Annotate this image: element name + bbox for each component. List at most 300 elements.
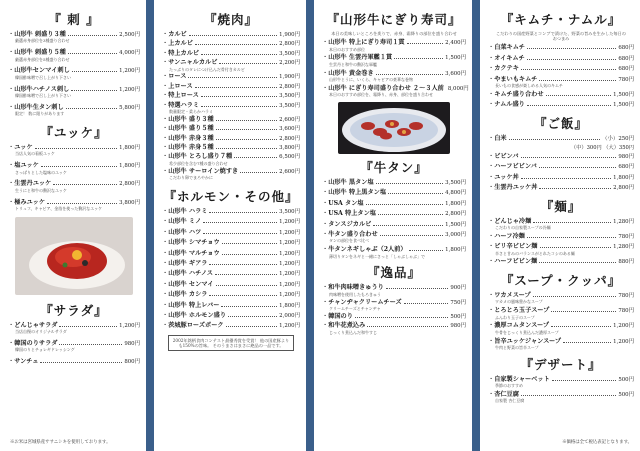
menu-item-name: ・ ナムル盛り	[488, 101, 525, 108]
leader-dots	[188, 77, 277, 78]
menu-item	[488, 391, 634, 404]
section-title-men: 『麺』	[540, 198, 582, 214]
menu-item-price: 980円	[618, 154, 634, 161]
leader-dots	[41, 166, 117, 167]
menu-item-price: 3,500円	[279, 102, 300, 109]
leader-dots	[551, 311, 616, 312]
menu-item-price: 4,000円	[119, 50, 140, 57]
menu-item-row	[162, 144, 300, 152]
menu-item-name: ・ 牛タン盛り合わせ	[322, 231, 378, 238]
menu-item-description: たっぷりのタレにつけ込んだ骨付きカルビ	[169, 66, 245, 72]
menu-item-name: ・ ユッケ丼	[488, 174, 519, 181]
menu-item	[162, 40, 300, 48]
menu-item-name: ・ チャンヂャクリームチーズ	[322, 299, 402, 306]
menu-item-description: 肉味噌を使用したもろきゅう	[329, 291, 381, 297]
menu-item	[162, 59, 300, 72]
menu-item-row	[322, 189, 466, 197]
menu-item	[488, 135, 634, 143]
menu-item-price: 800円	[124, 359, 140, 366]
menu-item-price: 1,800円	[445, 200, 466, 207]
menu-item-row	[162, 281, 300, 289]
sushi-list	[322, 39, 469, 98]
leader-dots	[203, 222, 277, 223]
menu-item-name: ・ サンチュ	[8, 358, 38, 365]
leader-dots	[53, 184, 117, 185]
menu-item	[322, 70, 466, 83]
leader-dots	[378, 214, 443, 215]
menu-item	[162, 281, 300, 289]
menu-item-name: ・ 山形牛 刺盛り５種	[8, 49, 66, 56]
section-title-sashimi: 『 刺 』	[48, 12, 100, 27]
menu-item-name: ・ 和牛肉味噌きゅうり	[322, 284, 384, 291]
menu-item-row	[488, 91, 634, 99]
menu-item-description: 生うにと和牛の贅沢なユッケ	[15, 187, 67, 193]
menu-item	[162, 250, 300, 258]
menu-item-row	[162, 135, 300, 143]
leader-dots	[189, 35, 277, 36]
menu-item-name: ・ ワカメスープ	[488, 292, 531, 299]
menu-item-price: 3,600円	[445, 70, 466, 77]
leader-dots	[203, 233, 277, 234]
menu-item-row	[488, 44, 634, 52]
leader-dots	[40, 362, 122, 363]
menu-item	[162, 50, 300, 58]
menu-item-price: 780円	[618, 76, 634, 83]
menu-item-price: 680円	[618, 45, 634, 52]
panel-divider-3	[472, 0, 480, 451]
menu-item-name: ・ 山形牛 ハチノス	[162, 270, 213, 277]
menu-item-name: ・ サンニャルカルビ	[162, 59, 217, 66]
menu-item-name: ・ 旨辛ユッケジャンスープ	[488, 338, 561, 345]
dessert-list	[488, 376, 634, 404]
menu-item-price: 2,800円	[119, 181, 140, 188]
menu-item-price: 500円	[450, 313, 466, 320]
menu-item	[322, 210, 466, 218]
menu-item-price: 1,800円	[119, 163, 140, 170]
menu-item-name: ・ 茨城豚ローズポーク	[162, 322, 224, 329]
yukke-dish-image	[15, 217, 133, 295]
menu-item-row	[488, 184, 634, 192]
leader-dots	[540, 247, 612, 248]
menu-item-name: ・ 韓国のりサラダ	[8, 340, 57, 347]
menu-item-row	[162, 73, 300, 81]
leader-dots	[367, 326, 448, 327]
yukke-photo	[15, 217, 133, 295]
menu-item-name: ・ ハーフビビンバ	[488, 163, 537, 170]
leader-dots	[376, 74, 444, 75]
menu-item-row	[162, 92, 300, 100]
menu-item-price: 2,800円	[279, 83, 300, 90]
menu-item	[162, 312, 300, 320]
menu-item-description: ふんわり玉子のスープ	[495, 314, 535, 320]
leader-dots	[355, 317, 448, 318]
menu-item-price: 3,500円	[279, 50, 300, 57]
menu-item	[162, 229, 300, 237]
salad-list	[8, 322, 140, 367]
menu-item-name: ・ 山形牛 シマチョウ	[162, 239, 220, 246]
menu-item	[322, 84, 469, 98]
leader-dots	[216, 120, 278, 121]
leader-dots	[388, 193, 443, 194]
menu-item-name: ・ ハーフ冷麺	[488, 233, 525, 240]
section-title-kimchi: 『キムチ・ナムル』	[500, 12, 622, 27]
menu-item-price: 1,800円	[279, 302, 300, 309]
menu-item	[162, 168, 300, 181]
section-title-soup: 『スープ・クッパ』	[500, 272, 622, 288]
menu-item-name: ・ 塩ユッケ	[8, 162, 39, 169]
gohan-list	[488, 135, 634, 193]
menu-item	[162, 102, 300, 115]
leader-dots	[222, 254, 278, 255]
leader-dots	[234, 157, 277, 158]
menu-item-name: ・ 山形牛 特上レバー	[162, 302, 219, 309]
menu-item-row	[488, 65, 634, 73]
menu-item-price: 1,200円	[279, 292, 300, 299]
leader-dots	[216, 148, 278, 149]
menu-item-description: 自家製 杏仁豆腐	[495, 398, 525, 404]
menu-item	[8, 86, 140, 99]
menu-item	[8, 144, 140, 157]
kimchi-note: こだわりの国産野菜とコンブで漬けた、野菜の旨みを生かした毎日のおつまみ	[496, 31, 626, 42]
menu-item-price: 1,900円	[279, 74, 300, 81]
menu-item-name: ・ オイキムチ	[488, 55, 525, 62]
menu-item-price: 1,200円	[279, 271, 300, 278]
panel-sashimi-yukke-salad	[0, 0, 146, 451]
soup-list	[488, 292, 634, 351]
menu-item	[162, 218, 300, 226]
menu-item-row	[162, 208, 300, 216]
menu-item	[8, 358, 140, 366]
menu-item	[488, 292, 634, 305]
menu-item-row	[162, 250, 300, 258]
menu-item-name: ・ 白菜キムチ	[488, 44, 525, 51]
menu-item-price: 2,200円	[279, 60, 300, 67]
menu-item-price: 2,000円	[279, 312, 300, 319]
menu-item-name: ・ 特上ロース	[162, 92, 199, 99]
menu-item	[322, 231, 466, 244]
leader-dots	[539, 188, 611, 189]
menu-item-price: 1,200円	[279, 281, 300, 288]
menu-item	[488, 243, 634, 256]
leader-dots	[376, 183, 444, 184]
leader-dots	[527, 48, 616, 49]
menu-item-name: ・ 杏仁豆腐	[488, 391, 519, 398]
menu-item-price: 1,800円	[613, 174, 634, 181]
menu-item-description: さっぱりとした塩味のユッケ	[15, 169, 67, 175]
menu-item-row	[322, 221, 466, 229]
kimchi-list	[488, 44, 634, 109]
leader-dots	[66, 108, 117, 109]
menu-item	[322, 299, 466, 312]
menu-item-price: 980円	[450, 323, 466, 330]
menu-item	[162, 239, 300, 247]
yakiniku-list	[162, 31, 300, 181]
menu-item-price: 1,500円	[613, 91, 634, 98]
menu-item	[322, 39, 466, 52]
leader-dots	[533, 222, 611, 223]
menu-item-name: ・ 極みユッケ	[8, 199, 45, 206]
menu-item	[162, 302, 300, 310]
menu-item-description: トリュフ、キャビア、金箔を使った贅沢なユッケ	[15, 206, 103, 212]
menu-item-name: ・ 山形牛センマイ刺し	[8, 67, 70, 74]
rosepork-award-note: 2002年銘柄食肉コンテスト最優秀賞を受賞！ 他の国産豚よりも150%の旨味。 そのうまさはまさに絶品の一品です。	[168, 335, 294, 351]
menu-item-price: 3,600円	[279, 126, 300, 133]
menu-item	[162, 260, 300, 268]
menu-item-price: 3,500円	[279, 93, 300, 100]
menu-item	[162, 322, 300, 330]
menu-item	[488, 376, 634, 389]
menu-item-price: 1,500円	[445, 221, 466, 228]
menu-item-name: ・ 和牛花煮込み	[322, 322, 365, 329]
menu-item	[8, 49, 140, 62]
menu-item-description: こだわり卵でまろやかに	[169, 175, 213, 181]
menu-item-row	[322, 179, 466, 187]
menu-item	[322, 246, 466, 259]
section-title-sushi: 『山形牛にぎり寿司』	[326, 12, 462, 27]
leader-dots	[219, 63, 277, 64]
leader-dots	[71, 90, 117, 91]
leader-dots	[394, 58, 443, 59]
menu-item-row	[162, 239, 300, 247]
menu-item-price: 1,800円	[445, 247, 466, 254]
menu-item-name: ・ 山形牛生タン刺し	[8, 104, 64, 111]
panel-yakiniku-horumon	[154, 0, 306, 451]
menu-item-name: ・ 山形牛 にぎり寿司盛り合わせ ２〜３人前	[322, 85, 444, 92]
menu-item-price: 1,200円	[279, 260, 300, 267]
leader-dots	[226, 326, 278, 327]
menu-item	[8, 340, 140, 353]
leader-dots	[47, 203, 117, 204]
menu-item-price: 1,200円	[279, 219, 300, 226]
ippin-list	[322, 284, 466, 335]
menu-item-row	[162, 270, 300, 278]
menu-item-price: 980円	[124, 341, 140, 348]
menu-item-price: 3,500円	[445, 180, 466, 187]
leader-dots	[521, 157, 617, 158]
menu-item	[488, 233, 634, 241]
menu-item-row	[488, 101, 634, 109]
menu-item-name: ・ 山形牛 ハツ	[162, 229, 201, 236]
menu-item-name: ・ とろとろ玉子スープ	[488, 307, 549, 314]
leader-dots	[221, 306, 277, 307]
section-title-yukke: 『ユッケ』	[40, 125, 108, 141]
menu-item-name: ・ 山形牛 刺盛り３種	[8, 31, 66, 38]
menu-item-price: 680円	[618, 55, 634, 62]
menu-item-description: 季節のおすすめ	[495, 383, 524, 389]
menu-item-name: ・ 牛タンネギしゃぶ（2人前）	[322, 246, 407, 253]
menu-item-price: 2,800円	[445, 211, 466, 218]
leader-dots	[509, 139, 601, 140]
menu-item	[8, 162, 140, 175]
menu-item-description: 薄切りタンをネギと一緒にさっと「しゃぶしゃぶ」で	[329, 253, 425, 259]
menu-item-name: ・ 濃厚コムタンスープ	[488, 322, 549, 329]
menu-item-name: ・ 山形牛 黄金巻き	[322, 70, 374, 77]
menu-item-price: 1,200円	[279, 229, 300, 236]
menu-item-name: ・ 生雲丹ユッケ丼	[488, 184, 537, 191]
menu-item-price: 780円	[618, 292, 634, 299]
section-title-dessert: 『デザート』	[520, 356, 602, 372]
section-title-yakiniku: 『焼肉』	[203, 12, 258, 27]
leader-dots	[409, 250, 444, 251]
menu-item	[488, 218, 634, 231]
menu-item-description: 数量限定・柔らかハラミ	[169, 109, 213, 115]
menu-item-name: ・ 山形牛 ハラミ	[162, 208, 207, 215]
rice-size-prices: （中）300円 （大）350円	[571, 145, 634, 152]
menu-item	[488, 91, 634, 99]
horumon-list	[162, 208, 300, 331]
yukke-list	[8, 144, 140, 212]
menu-item-price: 3,500円	[279, 208, 300, 215]
menu-item	[322, 189, 466, 197]
menu-item-name: ・ 山形牛 カシラ	[162, 291, 207, 298]
men-list	[488, 218, 634, 267]
menu-item	[162, 73, 300, 81]
section-title-gohan: 『ご飯』	[533, 115, 588, 131]
leader-dots	[216, 129, 278, 130]
menu-item	[488, 55, 634, 63]
menu-item-price: 4,800円	[445, 190, 466, 197]
leader-dots	[201, 96, 277, 97]
menu-item-name: ・ ロース	[162, 73, 186, 80]
leader-dots	[380, 235, 443, 236]
menu-item	[322, 313, 466, 321]
leader-dots	[59, 344, 122, 345]
menu-item-name: ・ ハーフビビン麺	[488, 258, 537, 265]
menu-item-description: 当店人気の看板ユッケ	[15, 151, 55, 157]
leader-dots	[521, 395, 616, 396]
menu-item	[162, 291, 300, 299]
panel-sushi-tan-ippin	[314, 0, 472, 451]
menu-item-name: ・ ビビンバ	[488, 153, 519, 160]
menu-item-name: ・ 山形牛 特上にぎり寿司１貫	[322, 39, 405, 46]
menu-item-name: ・ 白米	[488, 135, 507, 142]
menu-item	[8, 67, 140, 80]
menu-item-row	[162, 260, 300, 268]
menu-item-name: ・ ユッケ	[8, 144, 33, 151]
menu-item	[162, 135, 300, 143]
leader-dots	[527, 105, 611, 106]
menu-item-description: 厳選赤身部位を5種盛り合わせ	[15, 56, 70, 62]
menu-item-price: 1,500円	[445, 55, 466, 62]
leader-dots	[552, 380, 617, 381]
menu-item-description: 牛骨をじっくり煮込んだ濃厚スープ	[495, 329, 559, 335]
menu-item	[162, 116, 300, 124]
menu-item-price: 3,800円	[119, 199, 140, 206]
leader-dots	[72, 71, 117, 72]
menu-item-price: 900円	[450, 285, 466, 292]
menu-item-price: 680円	[618, 164, 634, 171]
panel-divider-1	[146, 0, 154, 451]
section-title-horumon: 『ホルモン・その他』	[163, 188, 299, 204]
menu-item	[488, 65, 634, 73]
menu-item-description: 辛さと甘みのバランスがとれたコシのある麺	[495, 250, 575, 256]
leader-dots	[222, 243, 278, 244]
menu-item	[488, 174, 634, 182]
menu-item	[488, 76, 634, 89]
menu-item-price: 880円	[618, 259, 634, 266]
menu-item-description: 本日のおすすめ部位を、霜降り、赤身、部位を盛り合わせ	[329, 92, 434, 98]
menu-item	[488, 163, 634, 171]
tan-list	[322, 179, 466, 259]
menu-item-price: 1,280円	[613, 218, 634, 225]
menu-item-row	[322, 200, 466, 208]
menu-item	[322, 54, 466, 67]
menu-item-description: 韓国のりとチョレギドレッシング	[15, 347, 75, 353]
menu-item-description: 生雲丹と和牛の贅沢な軍艦	[329, 61, 377, 67]
menu-item-name: ・ 上カルビ	[162, 40, 193, 47]
menu-item	[488, 338, 634, 351]
menu-item-price: 1,280円	[613, 244, 634, 251]
menu-item-name: ・ 山形牛 生雲丹軍艦１貫	[322, 54, 392, 61]
menu-item-row	[162, 291, 300, 299]
leader-dots	[209, 264, 277, 265]
leader-dots	[527, 59, 617, 60]
menu-item-price: 680円	[618, 66, 634, 73]
leader-dots	[539, 262, 616, 263]
section-title-ippin: 『逸品』	[366, 265, 421, 281]
menu-item-price: 2,400円	[445, 40, 466, 47]
menu-item-name: ・ キムチ盛り合わせ	[488, 91, 544, 98]
panel-kimchi-gohan-men-soup-dessert	[480, 0, 640, 451]
menu-item-name: ・ USA タン塩	[322, 200, 364, 207]
leader-dots	[551, 326, 611, 327]
menu-item-price: 500円	[618, 391, 634, 398]
menu-item	[162, 31, 300, 39]
menu-item	[8, 180, 140, 193]
leader-dots	[209, 212, 277, 213]
menu-item-name: ・ 山形牛 盛り５種	[162, 125, 214, 132]
menu-item-name: ・ 特上カルビ	[162, 50, 199, 57]
menu-item-name: ・ ピリ辛ビビン麺	[488, 243, 538, 250]
leader-dots	[216, 285, 278, 286]
menu-item-price: 8,000円	[447, 85, 469, 92]
menu-item-name: ・ カクテキ	[488, 65, 519, 72]
menu-item-description: 長いもの食感が楽しめる人気のキムチ	[495, 83, 563, 89]
menu-item-price: 780円	[618, 233, 634, 240]
menu-item-name: ・ 山形牛ハチノス刺し	[8, 86, 69, 93]
menu-item-row	[162, 116, 300, 124]
menu-item	[488, 307, 634, 320]
menu-item-price: 2,500円	[119, 32, 140, 38]
menu-item	[8, 322, 140, 335]
menu-item	[162, 83, 300, 91]
menu-item-row	[488, 55, 634, 63]
menu-item-description: じっくり煮込んだ和牛すじ	[329, 329, 377, 335]
menu-item-name: ・ 山形牛 ギアラ	[162, 260, 207, 267]
menu-item-row	[162, 312, 300, 320]
tax-note: ※価格は全て税込表記となります。	[562, 440, 632, 445]
menu-item-name: ・ USA 特上タン塩	[322, 210, 376, 217]
menu-item-description: タンの部位を食べ比べ	[329, 238, 369, 244]
rice-note: ※お米は宮城県産ササニシキを使用しております。	[10, 440, 111, 445]
menu-item-description: 韓国酢味噌で召し上がり下さい	[15, 93, 71, 99]
menu-item	[322, 221, 466, 229]
panel-divider-2	[306, 0, 314, 451]
menu-item-row	[322, 313, 466, 321]
leader-dots	[201, 106, 277, 107]
menu-item-name: ・ 山形牛 とろし盛り７種	[162, 153, 232, 160]
leader-dots	[404, 303, 449, 304]
menu-item-row	[162, 125, 300, 133]
leader-dots	[209, 295, 277, 296]
menu-item	[488, 44, 634, 52]
leader-dots	[386, 288, 448, 289]
menu-item	[162, 208, 300, 216]
leader-dots	[59, 326, 117, 327]
section-title-tan: 『牛タン』	[360, 160, 428, 176]
menu-item-name: ・ 山形牛 ミノ	[162, 218, 201, 225]
leader-dots	[240, 172, 277, 173]
